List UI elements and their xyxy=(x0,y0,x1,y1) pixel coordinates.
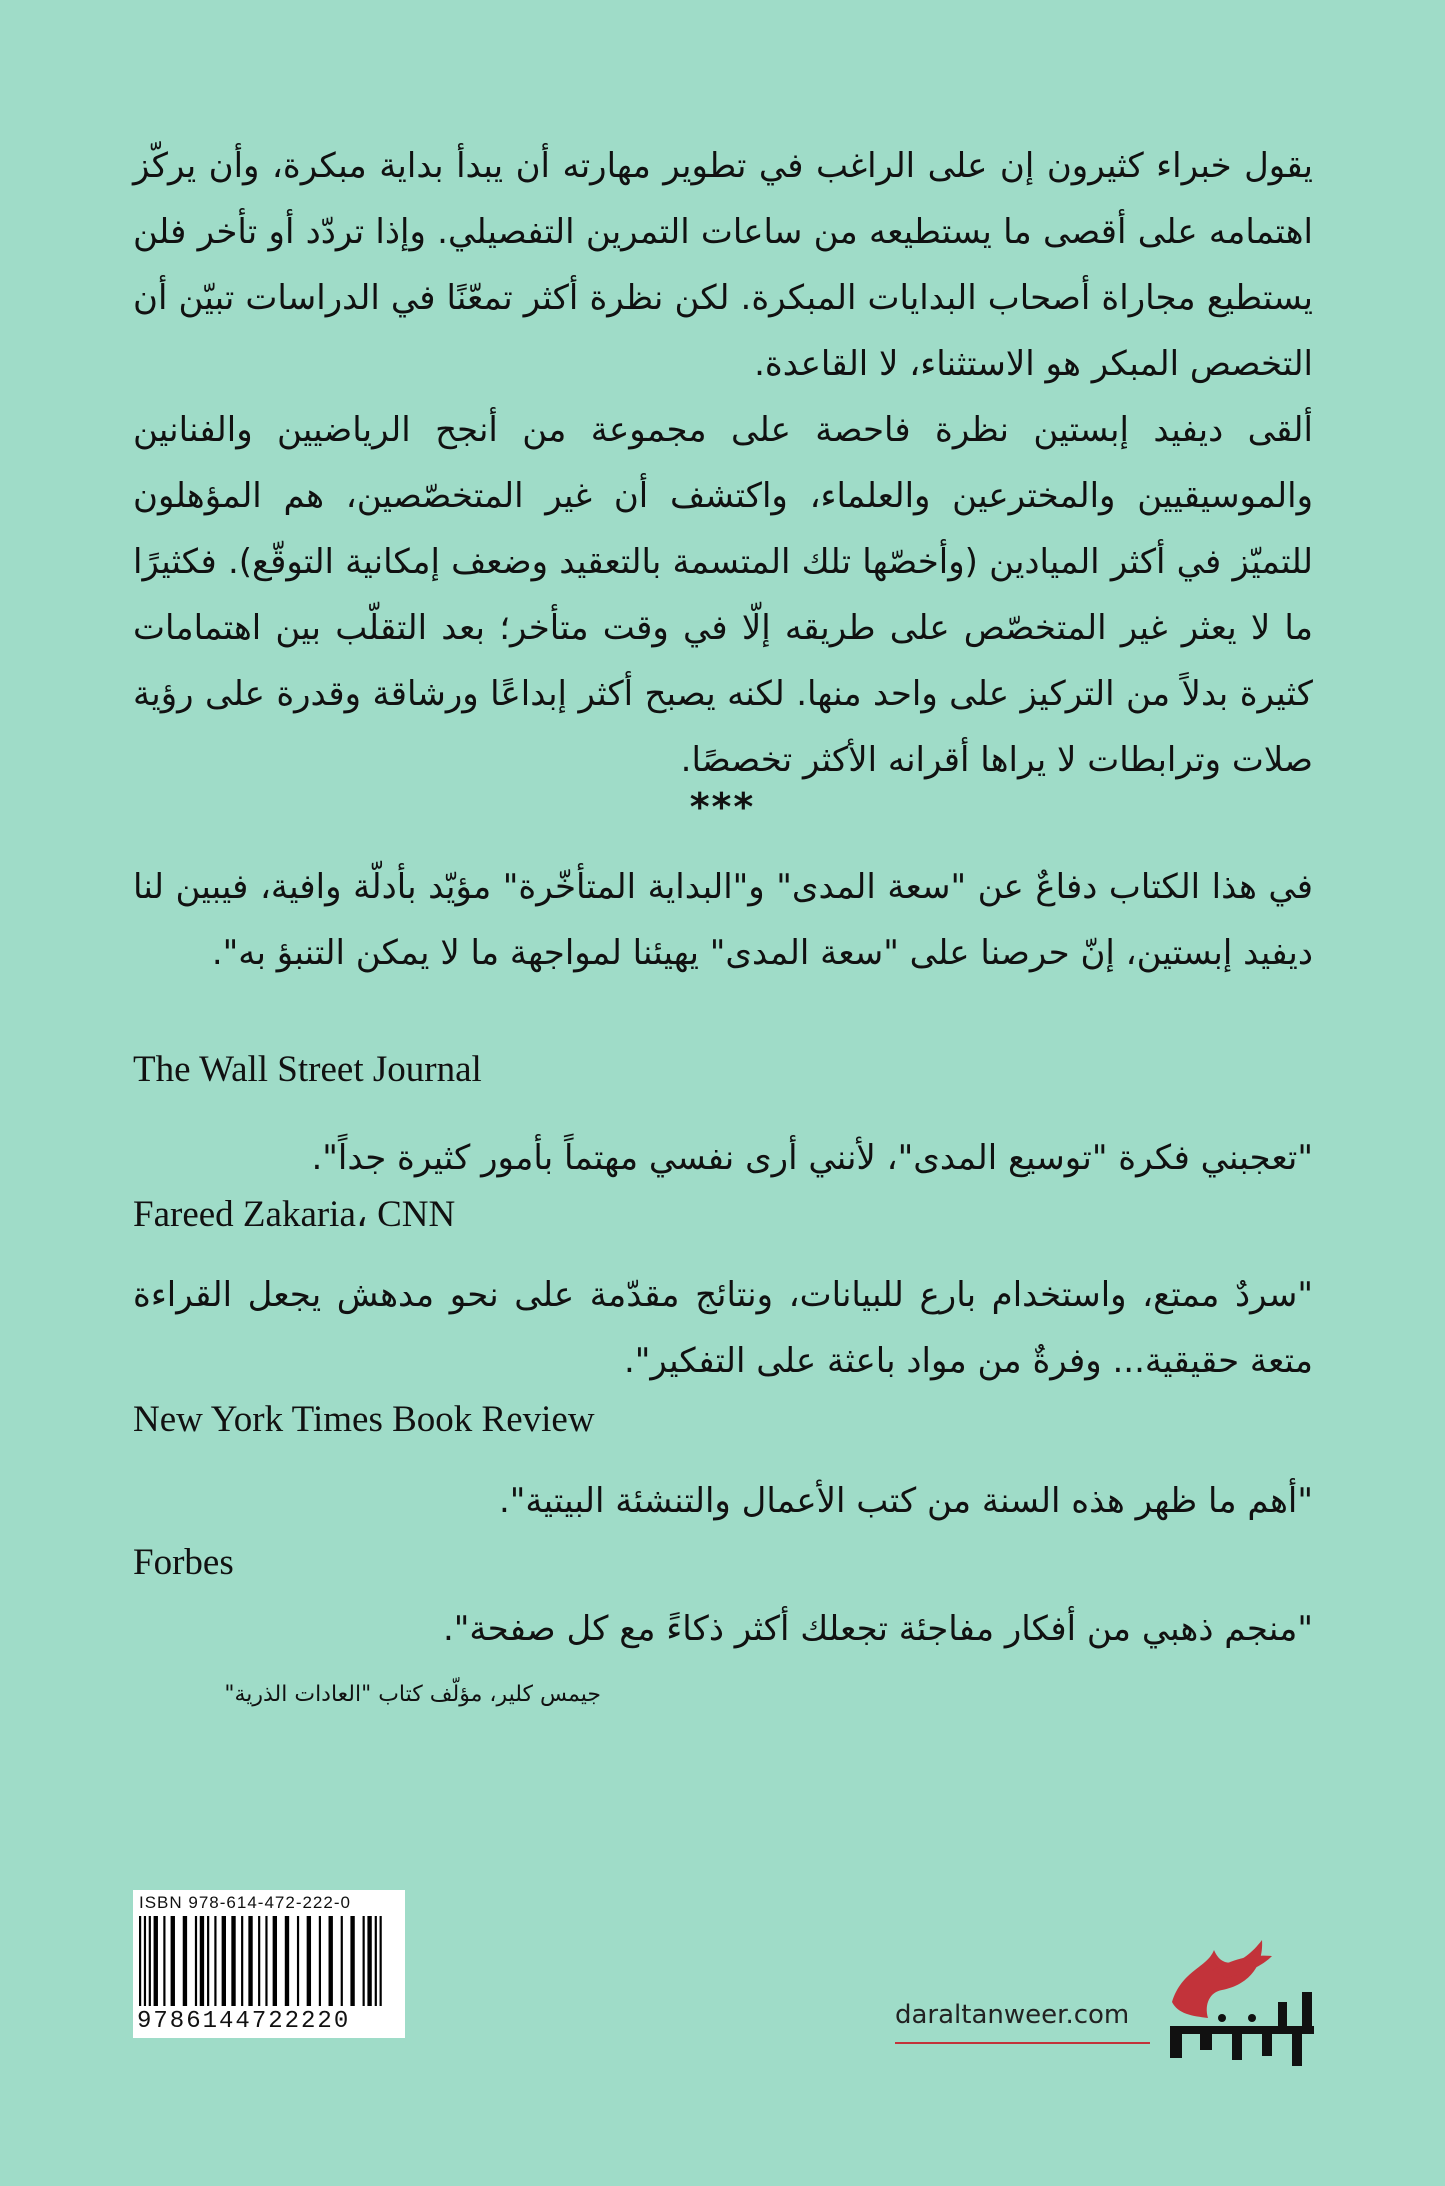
barcode-bar xyxy=(341,1916,343,2006)
barcode-bar xyxy=(207,1916,209,2006)
publisher-website[interactable]: daraltanweer.com xyxy=(895,2000,1130,2030)
barcode-bar xyxy=(195,1916,197,2006)
barcode-bar xyxy=(265,1916,267,2006)
intro-paragraph-1: يقول خبراء كثيرون إن على الراغب في تطوير مهارته أن يبدأ بداية مبكرة، وأن يركّز اهتمامه على أقصى ما يستطيعه من ساعات التمرين التفصيلي. وإذا تردّد أو تأخر فلن يستطيع مجاراة أصحاب البدايات المبكرة. لكن نظرة أكثر تمعّنًا في الدراسات تبيّن أن التخصص المبكر هو الاستثناء، لا القاعدة. xyxy=(133,146,1313,384)
barcode-bar xyxy=(200,1916,204,2006)
barcode-bar xyxy=(139,1916,141,2006)
barcode-bar xyxy=(231,1916,235,2006)
barcode-bar xyxy=(367,1916,371,2006)
website-underline xyxy=(895,2042,1150,2044)
barcode-bar xyxy=(273,1916,277,2006)
review-source-5: جيمس كلير، مؤلّف كتاب "العادات الذرية" xyxy=(224,1682,601,1707)
review-quote-3: "سردٌ ممتع، واستخدام بارع للبيانات، ونتائج مقدّمة على نحو مدهش يجعل القراءة متعة حقيقية... وفرةٌ من مواد باعثة على التفكير". xyxy=(133,1275,1313,1381)
review-source-3: New York Times Book Review xyxy=(133,1399,595,1440)
barcode-bar xyxy=(297,1916,299,2006)
review-source-1: The Wall Street Journal xyxy=(133,1049,482,1090)
barcode-bar xyxy=(329,1916,333,2006)
review-quote-2: "تعجبني فكرة "توسيع المدى"، لأنني أرى نفسي مهتماً بأمور كثيرة جداً". xyxy=(311,1138,1313,1178)
barcode-bar xyxy=(363,1916,365,2006)
barcode-bar xyxy=(307,1916,311,2006)
barcode-bar xyxy=(144,1916,146,2006)
barcode-bar xyxy=(149,1916,151,2006)
barcode-bar xyxy=(154,1916,158,2006)
barcode-bar xyxy=(350,1916,354,2006)
barcode-bar xyxy=(248,1916,252,2006)
barcode-bar xyxy=(319,1916,321,2006)
review-quote-4: "أهم ما ظهر هذه السنة من كتب الأعمال والتنشئة البيتية". xyxy=(498,1481,1313,1521)
barcode-bar xyxy=(183,1916,187,2006)
barcode-bar xyxy=(171,1916,175,2006)
barcode-bar xyxy=(258,1916,260,2006)
barcode-digits: 9786144722220 xyxy=(137,2008,351,2035)
barcode-bar xyxy=(222,1916,226,2006)
review-quote-5: "منجم ذهبي من أفكار مفاجئة تجعلك أكثر ذكاءً مع كل صفحة". xyxy=(442,1609,1313,1649)
isbn-label: ISBN 978-614-472-222-0 xyxy=(139,1893,351,1912)
barcode-bar xyxy=(214,1916,216,2006)
barcode-bar xyxy=(380,1916,382,2006)
review-source-2: Fareed Zakaria، CNN xyxy=(133,1194,456,1235)
barcode-bar xyxy=(375,1916,377,2006)
publisher-logo-icon xyxy=(1152,1930,1322,2072)
review-source-4: Forbes xyxy=(133,1542,234,1583)
barcode-bar xyxy=(163,1916,165,2006)
review-quote-1: في هذا الكتاب دفاعٌ عن "سعة المدى" و"البداية المتأخّرة" مؤيّد بأدلّة وافية، فيبين لنا ديفيد إبستين، إنّ حرصنا على "سعة المدى" يهيئنا لمواجهة ما لا يمكن التنبؤ به". xyxy=(133,867,1313,973)
intro-paragraph-2: ألقى ديفيد إبستين نظرة فاحصة على مجموعة من أنجح الرياضيين والفنانين والموسيقيين والمخترعين والعلماء، واكتشف أن غير المتخصّصين، هم المؤهلون للتميّز في أكثر الميادين (وأخصّها تلك المتسمة بالتعقيد وضعف إمكانية التوقّع). فكثيرًا ما لا يعثر غير المتخصّص على طريقه إلّا في وقت متأخر؛ بعد التقلّب بين اهتمامات كثيرة بدلاً من التركيز على واحد منها. لكنه يصبح أكثر إبداعًا ورشاقة وقدرة على رؤية صلات وترابطات لا يراها أقرانه الأكثر تخصصًا. xyxy=(133,410,1313,780)
section-separator: *** xyxy=(689,785,756,829)
barcode-bar xyxy=(241,1916,243,2006)
barcode-bar xyxy=(285,1916,289,2006)
isbn-barcode xyxy=(133,1890,405,2038)
barcode-bars xyxy=(139,1916,399,2006)
